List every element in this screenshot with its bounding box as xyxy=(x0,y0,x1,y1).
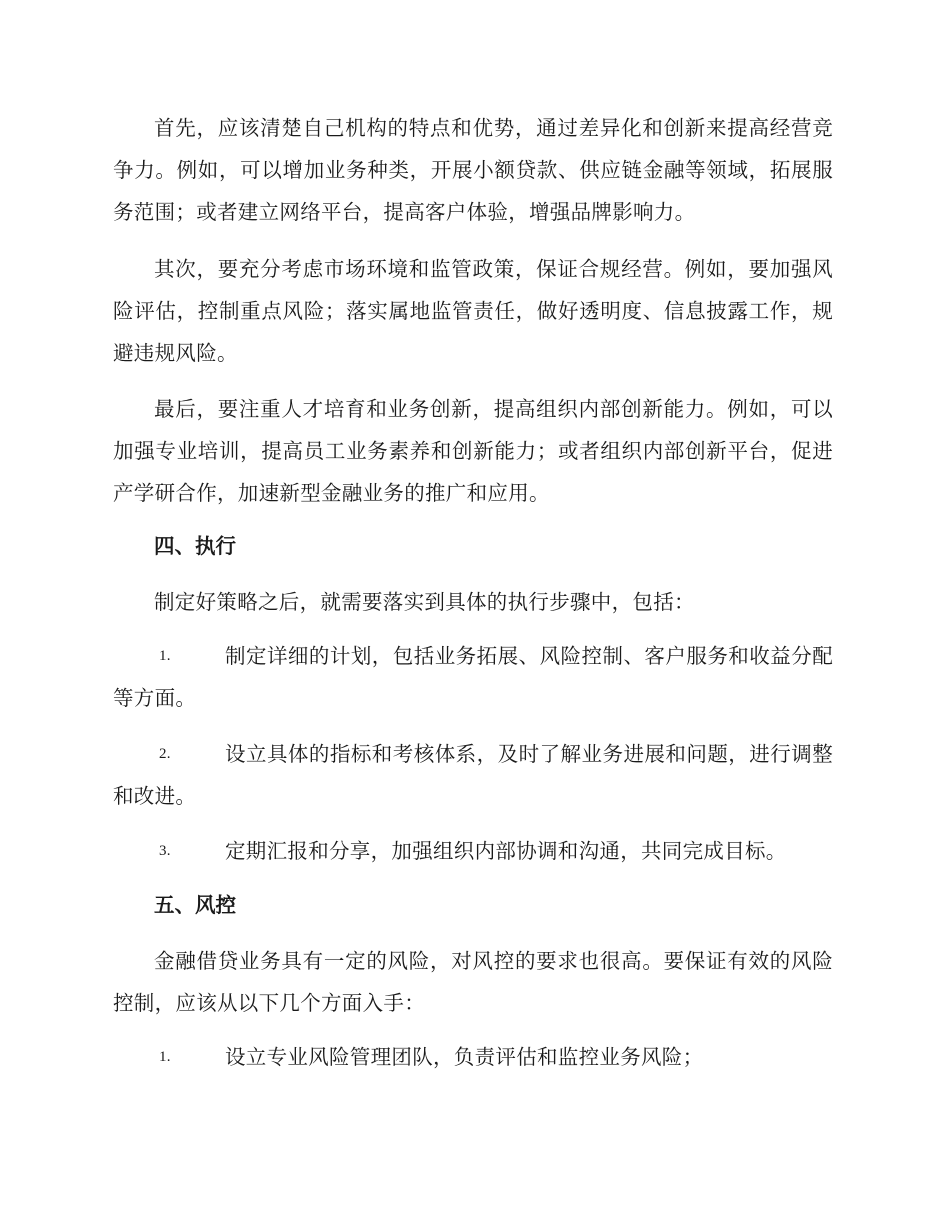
list-item-text: 定期汇报和分享，加强组织内部协调和沟通，共同完成目标。 xyxy=(225,839,787,863)
list-item xyxy=(113,635,833,719)
list-item xyxy=(113,830,833,872)
list-item-text: 设立具体的指标和考核体系，及时了解业务进展和问题，进行调整和改进。 xyxy=(113,742,833,808)
section-intro-risk-control: 金融借贷业务具有一定的风险，对风控的要求也很高。要保证有效的风险控制，应该从以下几个方面入手： xyxy=(113,949,833,1015)
section-heading-execution: 四、执行 xyxy=(154,534,236,558)
paragraph-differentiation: 首先，应该清楚自己机构的特点和优势，通过差异化和创新来提高经营竞争力。例如，可以增加业务种类，开展小额贷款、供应链金融等领域，拓展服务范围；或者建立网络平台，提高客户体验，增强品牌影响力。 xyxy=(113,116,833,224)
list-item-text: 设立专业风险管理团队，负责评估和监控业务风险； xyxy=(225,1045,704,1069)
paragraph-compliance: 其次，要充分考虑市场环境和监管政策，保证合规经营。例如，要加强风险评估，控制重点风险；落实属地监管责任，做好透明度、信息披露工作，规避违规风险。 xyxy=(113,257,833,365)
list-number: 1. xyxy=(159,648,171,664)
list-item xyxy=(113,1036,833,1078)
list-item-text: 制定详细的计划，包括业务拓展、风险控制、客户服务和收益分配等方面。 xyxy=(113,644,833,710)
paragraph-innovation: 最后，要注重人才培育和业务创新，提高组织内部创新能力。例如，可以加强专业培训，提高员工业务素养和创新能力；或者组织内部创新平台，促进产学研合作，加速新型金融业务的推广和应用。 xyxy=(113,397,833,505)
list-number: 1. xyxy=(159,1049,171,1065)
list-item xyxy=(113,733,833,817)
list-number: 2. xyxy=(159,746,171,762)
section-intro-execution: 制定好策略之后，就需要落实到具体的执行步骤中，包括： xyxy=(154,590,695,614)
list-number: 3. xyxy=(159,843,171,859)
section-heading-risk-control: 五、风控 xyxy=(154,893,236,917)
